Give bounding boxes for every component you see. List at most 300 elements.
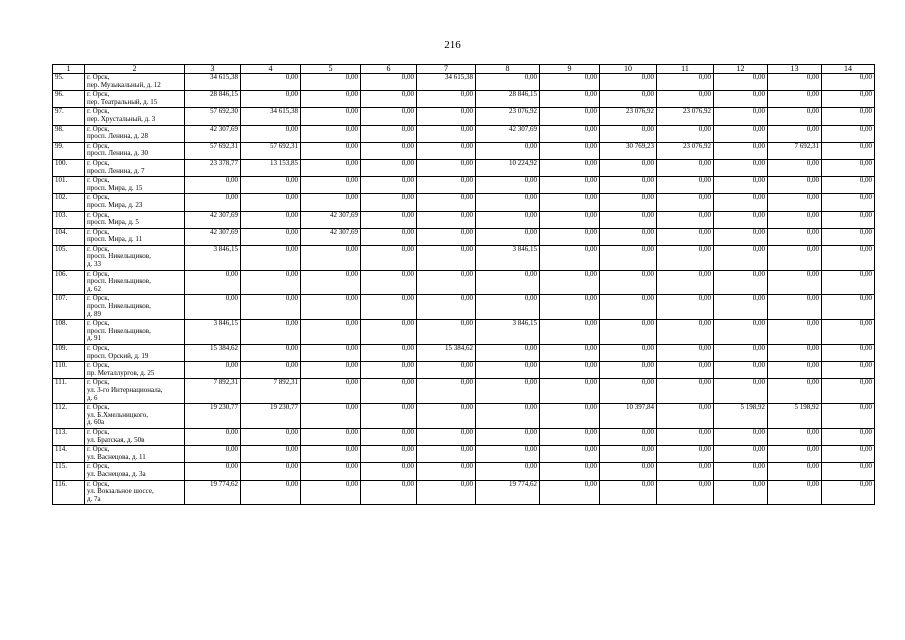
value-cell: 0,00 <box>714 91 768 108</box>
address-line: г. Орск, <box>87 344 110 353</box>
value-cell: 13 153,85 <box>241 159 301 176</box>
value-cell: 0,00 <box>476 379 540 404</box>
value-cell: 10 224,92 <box>476 159 540 176</box>
value-cell: 0,00 <box>476 362 540 379</box>
value-cell: 0,00 <box>241 463 301 480</box>
row-number: 105. <box>53 245 85 270</box>
value-cell: 0,00 <box>241 345 301 362</box>
value-cell: 0,00 <box>657 270 714 295</box>
column-header: 14 <box>822 65 875 74</box>
value-cell: 0,00 <box>301 245 361 270</box>
value-cell: 0,00 <box>301 74 361 91</box>
value-cell: 0,00 <box>540 345 600 362</box>
value-cell: 0,00 <box>417 245 476 270</box>
value-cell: 28 846,15 <box>476 91 540 108</box>
address-line: пер. Хрустальный, д. 3 <box>87 114 156 123</box>
address-cell <box>85 404 185 429</box>
column-header: 2 <box>85 65 185 74</box>
value-cell: 0,00 <box>185 194 241 211</box>
value-cell: 0,00 <box>476 228 540 245</box>
value-cell: 0,00 <box>540 379 600 404</box>
table-row <box>53 211 875 228</box>
value-cell: 0,00 <box>600 379 657 404</box>
value-cell: 0,00 <box>361 142 417 159</box>
value-cell: 0,00 <box>241 362 301 379</box>
table-row <box>53 177 875 194</box>
address-line: г. Орск, <box>87 176 110 185</box>
value-cell: 0,00 <box>185 429 241 446</box>
value-cell: 0,00 <box>301 295 361 320</box>
row-number: 102. <box>53 194 85 211</box>
value-cell: 0,00 <box>714 345 768 362</box>
value-cell: 0,00 <box>241 228 301 245</box>
value-cell: 0,00 <box>476 74 540 91</box>
value-cell: 0,00 <box>417 463 476 480</box>
value-cell: 0,00 <box>768 211 822 228</box>
table-row <box>53 320 875 345</box>
value-cell: 15 384,62 <box>185 345 241 362</box>
value-cell: 0,00 <box>417 404 476 429</box>
value-cell: 0,00 <box>657 194 714 211</box>
value-cell: 0,00 <box>822 270 875 295</box>
value-cell: 0,00 <box>301 194 361 211</box>
value-cell: 19 774,62 <box>185 480 241 505</box>
value-cell: 0,00 <box>768 91 822 108</box>
address-line: г. Орск, <box>87 244 110 253</box>
column-header: 6 <box>361 65 417 74</box>
address-line: д. 91 <box>87 334 102 343</box>
value-cell: 5 198,92 <box>768 404 822 429</box>
address-line: г. Орск, <box>87 193 110 202</box>
value-cell: 0,00 <box>540 270 600 295</box>
value-cell: 0,00 <box>714 446 768 463</box>
value-cell: 0,00 <box>822 404 875 429</box>
value-cell: 0,00 <box>361 295 417 320</box>
address-line: г. Орск, <box>87 210 110 219</box>
table-row <box>53 270 875 295</box>
value-cell: 0,00 <box>600 295 657 320</box>
value-cell: 0,00 <box>714 320 768 345</box>
value-cell: 0,00 <box>540 228 600 245</box>
row-number: 115. <box>53 463 85 480</box>
value-cell: 0,00 <box>301 177 361 194</box>
address-line: просп. Ленина, д. 7 <box>87 166 145 175</box>
address-cell <box>85 480 185 505</box>
row-number: 97. <box>53 108 85 125</box>
value-cell: 0,00 <box>768 245 822 270</box>
value-cell: 0,00 <box>822 429 875 446</box>
value-cell: 0,00 <box>417 295 476 320</box>
value-cell: 0,00 <box>600 446 657 463</box>
value-cell: 0,00 <box>657 446 714 463</box>
row-number: 112. <box>53 404 85 429</box>
value-cell: 0,00 <box>657 125 714 142</box>
table-row <box>53 362 875 379</box>
value-cell: 0,00 <box>657 211 714 228</box>
value-cell: 0,00 <box>185 446 241 463</box>
column-header: 13 <box>768 65 822 74</box>
value-cell: 0,00 <box>600 125 657 142</box>
address-line: д. 62 <box>87 284 102 293</box>
value-cell: 0,00 <box>540 480 600 505</box>
value-cell: 23 378,77 <box>185 159 241 176</box>
value-cell: 0,00 <box>600 74 657 91</box>
value-cell: 0,00 <box>714 194 768 211</box>
value-cell: 3 846,15 <box>185 245 241 270</box>
table-row <box>53 194 875 211</box>
address-line: г. Орск, <box>87 124 110 133</box>
value-cell: 0,00 <box>241 194 301 211</box>
value-cell: 0,00 <box>241 211 301 228</box>
address-line: г. Орск, <box>87 361 110 370</box>
row-number: 110. <box>53 362 85 379</box>
value-cell: 0,00 <box>540 194 600 211</box>
address-cell <box>85 345 185 362</box>
value-cell: 0,00 <box>361 270 417 295</box>
column-header: 9 <box>540 65 600 74</box>
address-line: г. Орск, <box>87 227 110 236</box>
value-cell: 0,00 <box>768 320 822 345</box>
address-line: пер. Музыкальный, д. 12 <box>87 80 161 89</box>
value-cell: 10 397,84 <box>600 404 657 429</box>
value-cell: 0,00 <box>476 270 540 295</box>
value-cell: 19 774,62 <box>476 480 540 505</box>
value-cell: 0,00 <box>822 362 875 379</box>
value-cell: 0,00 <box>417 142 476 159</box>
value-cell: 0,00 <box>185 362 241 379</box>
value-cell: 0,00 <box>361 404 417 429</box>
value-cell: 42 307,69 <box>185 228 241 245</box>
value-cell: 3 846,15 <box>185 320 241 345</box>
value-cell: 0,00 <box>822 320 875 345</box>
value-cell: 0,00 <box>301 480 361 505</box>
column-header: 4 <box>241 65 301 74</box>
address-cell <box>85 228 185 245</box>
value-cell: 57 692,31 <box>185 142 241 159</box>
value-cell: 0,00 <box>768 74 822 91</box>
value-cell: 0,00 <box>768 429 822 446</box>
value-cell: 0,00 <box>714 211 768 228</box>
value-cell: 0,00 <box>768 446 822 463</box>
address-line: д. 7а <box>87 494 101 503</box>
value-cell: 0,00 <box>822 345 875 362</box>
value-cell: 0,00 <box>417 446 476 463</box>
value-cell: 0,00 <box>540 74 600 91</box>
row-number: 103. <box>53 211 85 228</box>
value-cell: 0,00 <box>476 194 540 211</box>
address-cell <box>85 362 185 379</box>
value-cell: 0,00 <box>417 379 476 404</box>
value-cell: 0,00 <box>714 125 768 142</box>
value-cell: 0,00 <box>600 194 657 211</box>
value-cell: 23 076,92 <box>657 108 714 125</box>
value-cell: 0,00 <box>822 159 875 176</box>
address-cell <box>85 429 185 446</box>
table-row <box>53 480 875 505</box>
value-cell: 0,00 <box>822 463 875 480</box>
address-cell <box>85 108 185 125</box>
value-cell: 0,00 <box>301 142 361 159</box>
address-line: д. 89 <box>87 309 102 318</box>
value-cell: 0,00 <box>657 177 714 194</box>
table-row <box>53 446 875 463</box>
value-cell: 0,00 <box>417 429 476 446</box>
value-cell: 0,00 <box>714 379 768 404</box>
address-line: просп. Мира, д. 11 <box>87 235 143 244</box>
address-line: пер. Театральный, д. 15 <box>87 97 158 106</box>
value-cell: 0,00 <box>417 362 476 379</box>
address-line: г. Орск, <box>87 403 110 412</box>
value-cell: 0,00 <box>301 463 361 480</box>
value-cell: 57 692,31 <box>241 142 301 159</box>
address-line: просп. Ленина, д. 28 <box>87 132 148 141</box>
value-cell: 0,00 <box>768 379 822 404</box>
row-number: 107. <box>53 295 85 320</box>
value-cell: 0,00 <box>361 429 417 446</box>
address-line: ул. Б.Хмельницкого, <box>87 410 148 419</box>
value-cell: 0,00 <box>600 429 657 446</box>
column-header: 7 <box>417 65 476 74</box>
value-cell: 0,00 <box>768 463 822 480</box>
value-cell: 7 692,31 <box>768 142 822 159</box>
value-cell: 0,00 <box>540 463 600 480</box>
address-cell <box>85 177 185 194</box>
table-row <box>53 74 875 91</box>
address-line: г. Орск, <box>87 445 110 454</box>
table-row <box>53 159 875 176</box>
row-number: 99. <box>53 142 85 159</box>
value-cell: 5 198,92 <box>714 404 768 429</box>
address-cell <box>85 446 185 463</box>
value-cell: 0,00 <box>361 125 417 142</box>
value-cell: 0,00 <box>301 270 361 295</box>
address-cell <box>85 194 185 211</box>
value-cell: 19 230,77 <box>241 404 301 429</box>
address-line: г. Орск, <box>87 73 110 81</box>
row-number: 100. <box>53 159 85 176</box>
value-cell: 0,00 <box>301 159 361 176</box>
value-cell: 0,00 <box>241 446 301 463</box>
table-row <box>53 463 875 480</box>
value-cell: 42 307,69 <box>301 211 361 228</box>
address-cell <box>85 211 185 228</box>
value-cell: 0,00 <box>657 480 714 505</box>
column-header: 10 <box>600 65 657 74</box>
value-cell: 0,00 <box>822 228 875 245</box>
value-cell: 0,00 <box>600 159 657 176</box>
address-line: д. 60а <box>87 418 105 427</box>
value-cell: 0,00 <box>768 177 822 194</box>
value-cell: 0,00 <box>417 480 476 505</box>
address-line: г. Орск, <box>87 158 110 167</box>
value-cell: 0,00 <box>822 295 875 320</box>
value-cell: 0,00 <box>714 463 768 480</box>
value-cell: 0,00 <box>540 362 600 379</box>
value-cell: 0,00 <box>600 270 657 295</box>
value-cell: 0,00 <box>657 295 714 320</box>
address-line: просп. Мира, д. 15 <box>87 183 143 192</box>
value-cell: 0,00 <box>714 159 768 176</box>
value-cell: 0,00 <box>822 379 875 404</box>
value-cell: 0,00 <box>600 177 657 194</box>
value-cell: 7 892,31 <box>241 379 301 404</box>
value-cell: 0,00 <box>301 429 361 446</box>
address-line: ул. 3-го Интернационала, <box>87 386 163 395</box>
value-cell: 0,00 <box>185 177 241 194</box>
value-cell: 0,00 <box>417 91 476 108</box>
value-cell: 0,00 <box>301 362 361 379</box>
value-cell: 0,00 <box>301 108 361 125</box>
table-row <box>53 295 875 320</box>
value-cell: 0,00 <box>600 245 657 270</box>
value-cell: 0,00 <box>768 345 822 362</box>
row-number: 95. <box>53 74 85 91</box>
value-cell: 0,00 <box>768 108 822 125</box>
value-cell: 42 307,69 <box>301 228 361 245</box>
value-cell: 0,00 <box>241 125 301 142</box>
value-cell: 0,00 <box>301 91 361 108</box>
value-cell: 42 307,69 <box>185 125 241 142</box>
value-cell: 0,00 <box>361 245 417 270</box>
column-header: 5 <box>301 65 361 74</box>
table-row <box>53 108 875 125</box>
address-line: пр. Металлургов, д. 25 <box>87 368 155 377</box>
value-cell: 34 615,38 <box>185 74 241 91</box>
value-cell: 0,00 <box>241 429 301 446</box>
value-cell: 0,00 <box>361 362 417 379</box>
value-cell: 0,00 <box>417 108 476 125</box>
value-cell: 0,00 <box>714 142 768 159</box>
value-cell: 0,00 <box>822 480 875 505</box>
value-cell: 0,00 <box>768 295 822 320</box>
value-cell: 42 307,69 <box>476 125 540 142</box>
value-cell: 0,00 <box>657 362 714 379</box>
value-cell: 0,00 <box>822 177 875 194</box>
address-line: д. 6 <box>87 393 98 402</box>
address-line: просп. Орский, д. 19 <box>87 351 149 360</box>
address-cell <box>85 295 185 320</box>
row-number: 106. <box>53 270 85 295</box>
value-cell: 57 692,30 <box>185 108 241 125</box>
value-cell: 0,00 <box>476 404 540 429</box>
address-line: ул. Вокзальное шоссе, <box>87 487 154 496</box>
value-cell: 0,00 <box>600 320 657 345</box>
table-row <box>53 345 875 362</box>
value-cell: 0,00 <box>768 270 822 295</box>
value-cell: 0,00 <box>241 270 301 295</box>
value-cell: 0,00 <box>241 74 301 91</box>
value-cell: 0,00 <box>600 211 657 228</box>
value-cell: 0,00 <box>714 245 768 270</box>
address-line: г. Орск, <box>87 107 110 116</box>
value-cell: 0,00 <box>476 295 540 320</box>
value-cell: 0,00 <box>301 125 361 142</box>
value-cell: 23 076,92 <box>657 142 714 159</box>
value-cell: 0,00 <box>822 108 875 125</box>
address-line: г. Орск, <box>87 462 110 471</box>
value-cell: 0,00 <box>361 177 417 194</box>
value-cell: 0,00 <box>714 74 768 91</box>
address-cell <box>85 142 185 159</box>
address-line: просп. Никельщиков, <box>87 326 151 335</box>
value-cell: 0,00 <box>714 362 768 379</box>
value-cell: 0,00 <box>768 194 822 211</box>
value-cell: 0,00 <box>417 125 476 142</box>
value-cell: 0,00 <box>657 345 714 362</box>
address-cell <box>85 91 185 108</box>
row-number: 113. <box>53 429 85 446</box>
value-cell: 0,00 <box>361 345 417 362</box>
value-cell: 0,00 <box>185 270 241 295</box>
value-cell: 34 615,38 <box>417 74 476 91</box>
value-cell: 0,00 <box>185 295 241 320</box>
value-cell: 0,00 <box>657 245 714 270</box>
table-row <box>53 228 875 245</box>
address-cell <box>85 463 185 480</box>
value-cell: 0,00 <box>768 159 822 176</box>
value-cell: 0,00 <box>540 108 600 125</box>
address-line: г. Орск, <box>87 428 110 437</box>
row-number: 114. <box>53 446 85 463</box>
value-cell: 0,00 <box>540 142 600 159</box>
value-cell: 0,00 <box>301 446 361 463</box>
value-cell: 0,00 <box>301 379 361 404</box>
value-cell: 23 076,92 <box>476 108 540 125</box>
value-cell: 0,00 <box>361 446 417 463</box>
address-line: ул. Братская, д. 50в <box>87 435 145 444</box>
address-line: просп. Мира, д. 5 <box>87 218 139 227</box>
value-cell: 0,00 <box>822 142 875 159</box>
row-number: 108. <box>53 320 85 345</box>
value-cell: 0,00 <box>600 480 657 505</box>
value-cell: 0,00 <box>540 177 600 194</box>
table-row <box>53 404 875 429</box>
value-cell: 0,00 <box>714 270 768 295</box>
row-number: 96. <box>53 91 85 108</box>
value-cell: 0,00 <box>361 379 417 404</box>
value-cell: 0,00 <box>361 194 417 211</box>
value-cell: 30 769,23 <box>600 142 657 159</box>
value-cell: 0,00 <box>714 228 768 245</box>
address-line: г. Орск, <box>87 294 110 303</box>
data-table <box>52 64 875 505</box>
value-cell: 0,00 <box>657 379 714 404</box>
value-cell: 0,00 <box>417 211 476 228</box>
row-number: 116. <box>53 480 85 505</box>
value-cell: 0,00 <box>540 125 600 142</box>
value-cell: 0,00 <box>600 345 657 362</box>
row-number: 104. <box>53 228 85 245</box>
value-cell: 0,00 <box>361 463 417 480</box>
address-line: г. Орск, <box>87 141 110 150</box>
address-line: г. Орск, <box>87 319 110 328</box>
value-cell: 0,00 <box>361 91 417 108</box>
value-cell: 0,00 <box>476 142 540 159</box>
value-cell: 0,00 <box>657 228 714 245</box>
value-cell: 0,00 <box>822 245 875 270</box>
address-line: г. Орск, <box>87 479 110 488</box>
value-cell: 0,00 <box>540 429 600 446</box>
value-cell: 0,00 <box>714 177 768 194</box>
value-cell: 0,00 <box>822 194 875 211</box>
value-cell: 0,00 <box>657 159 714 176</box>
value-cell: 0,00 <box>476 177 540 194</box>
column-header: 11 <box>657 65 714 74</box>
value-cell: 0,00 <box>301 345 361 362</box>
value-cell: 0,00 <box>540 295 600 320</box>
value-cell: 0,00 <box>417 177 476 194</box>
address-cell <box>85 245 185 270</box>
